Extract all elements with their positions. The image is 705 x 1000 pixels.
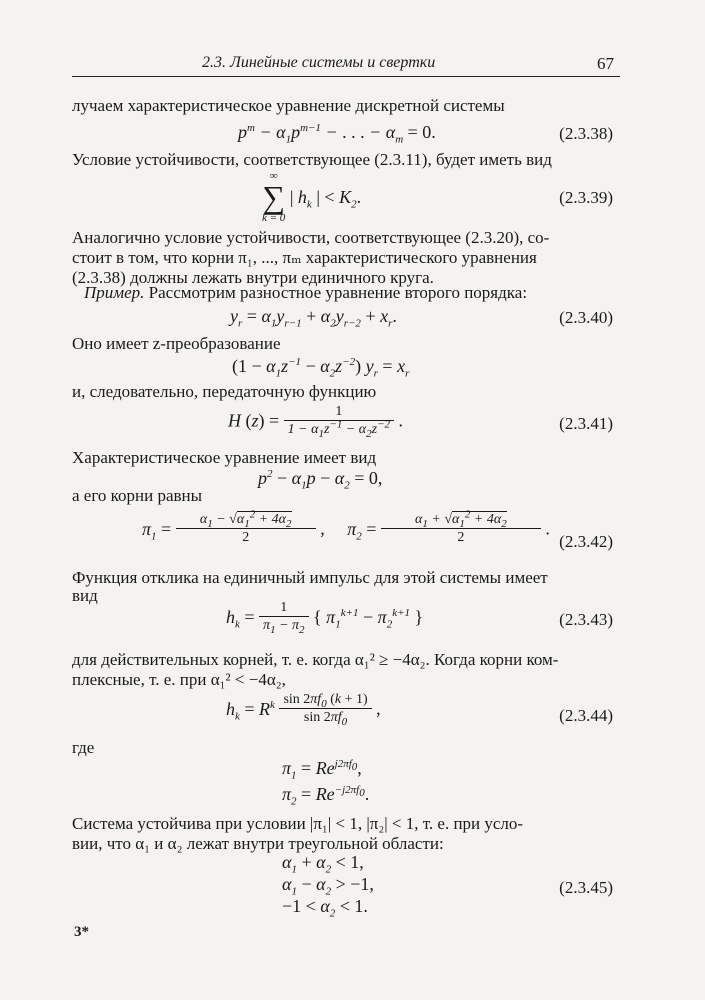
example-label: Пример. [84, 283, 145, 302]
equation-number-2-3-42: (2.3.42) [559, 532, 613, 551]
paragraph-4: Оно имеет z-преобразование [72, 334, 281, 353]
example-text: Рассмотрим разностное уравнение второго порядка: [148, 283, 528, 302]
paragraph-5: и, следовательно, передаточную функцию [72, 382, 377, 401]
equation-number-2-3-43: (2.3.43) [559, 610, 613, 629]
paragraph-6: Характеристическое уравнение имеет вид [72, 448, 377, 467]
equation-2-3-41: H (z) = $\frac{1}{1 - \alpha_1z^{-1} - \alpha_2z^{-2}}$ . [228, 404, 404, 440]
paragraph-11-line-2: вии, что α₁ и α₂ лежат внутри треугольной области: [72, 834, 444, 853]
paragraph-3-line-1: Аналогично условие устойчивости, соответствующее (2.3.20), со- [72, 228, 550, 247]
paragraph-7: а его корни равны [72, 486, 203, 505]
equation-number-2-3-44: (2.3.44) [559, 706, 613, 725]
equation-2-3-42: $\pi_1$ = $\frac{\alpha_1 - √\alpha_1^2 + 4\alpha_2}{2}$ , $\pi_2$ = $\frac{\alpha_1 + √\alpha_1^2 + 4\alpha_2}{2}$ . [142, 508, 550, 545]
paragraph-1: лучаем характеристическое уравнение дискретной системы [72, 96, 505, 115]
running-header [72, 52, 620, 77]
paragraph-3-line-2: стоит в том, что корни π₁, ..., πₘ характеристического уравнения [72, 248, 537, 267]
equation-z-transform: $(1 - \alpha_1z^{-1} - \alpha_2z^{-2})$ $y_r = x_r$ [232, 356, 410, 380]
paragraph-8-line-1: Функция отклика на единичный импульс для этой системы имеет [72, 568, 548, 587]
page-number: 67 [597, 54, 614, 73]
equation-2-3-43: $h_k$ = $\frac{1}{\pi_1 - \pi_2}$ { $\pi_1^{k+1} - \pi_2^{k+1}$ } [226, 600, 424, 636]
equation-pi1-polar: $\pi_1 = Re^{j2\pi f_0}$, [282, 758, 362, 782]
equation-2-3-39: ∞ ∑ k = 0 | $h_k$ | < $K_2$. [262, 170, 362, 224]
equation-2-3-40: $y_r = \alpha_1y_{r-1} + \alpha_2y_{r-2} + x_r$. [230, 306, 397, 330]
section-title: 2.3. Линейные системы и свертки [202, 54, 436, 71]
equation-2-3-45-row-2: $\alpha_1 - \alpha_2 > -1$, [282, 874, 374, 898]
signature-mark: 3* [74, 924, 89, 940]
equation-number-2-3-45: (2.3.45) [559, 878, 613, 897]
paragraph-11-line-1: Система устойчива при условии |π₁| < 1, |π₂| < 1, т. е. при усло- [72, 814, 524, 833]
equation-characteristic: $p^2 - \alpha_1p - \alpha_2 = 0$, [258, 468, 383, 492]
equation-number-2-3-41: (2.3.41) [559, 414, 613, 433]
equation-number-2-3-39: (2.3.39) [559, 188, 613, 207]
example-paragraph [84, 283, 527, 303]
equation-2-3-45-row-3: $-1 < \alpha_2 < 1$. [282, 896, 368, 920]
equation-2-3-45-row-1: $\alpha_1 + \alpha_2 < 1$, [282, 852, 364, 876]
paragraph-9-line-1: для действительных корней, т. е. когда α₁² ≥ −4α₂. Когда корни ком- [72, 650, 559, 669]
paragraph-9-line-2: плексные, т. е. при α₁² < −4α₂, [72, 670, 286, 689]
equation-number-2-3-38: (2.3.38) [559, 124, 613, 143]
equation-pi2-polar: $\pi_2 = Re^{-j2\pi f_0}$. [282, 784, 370, 808]
paragraph-3-line-3: (2.3.38) должны лежать внутри единичного круга. [72, 268, 434, 287]
paragraph-8-line-2: вид [72, 586, 98, 605]
paragraph-10: где [72, 738, 95, 757]
equation-2-3-38: $p^m - \alpha_1p^{m-1}$ − . . . − $\alpha_m = 0$. [238, 122, 436, 146]
equation-number-2-3-40: (2.3.40) [559, 308, 613, 327]
paragraph-2: Условие устойчивости, соответствующее (2.3.11), будет иметь вид [72, 150, 552, 169]
equation-2-3-44: $h_k = R^k$ $\frac{\sin 2\pi f_0 (k + 1)}{\sin 2\pi f_0}$ , [226, 692, 381, 728]
